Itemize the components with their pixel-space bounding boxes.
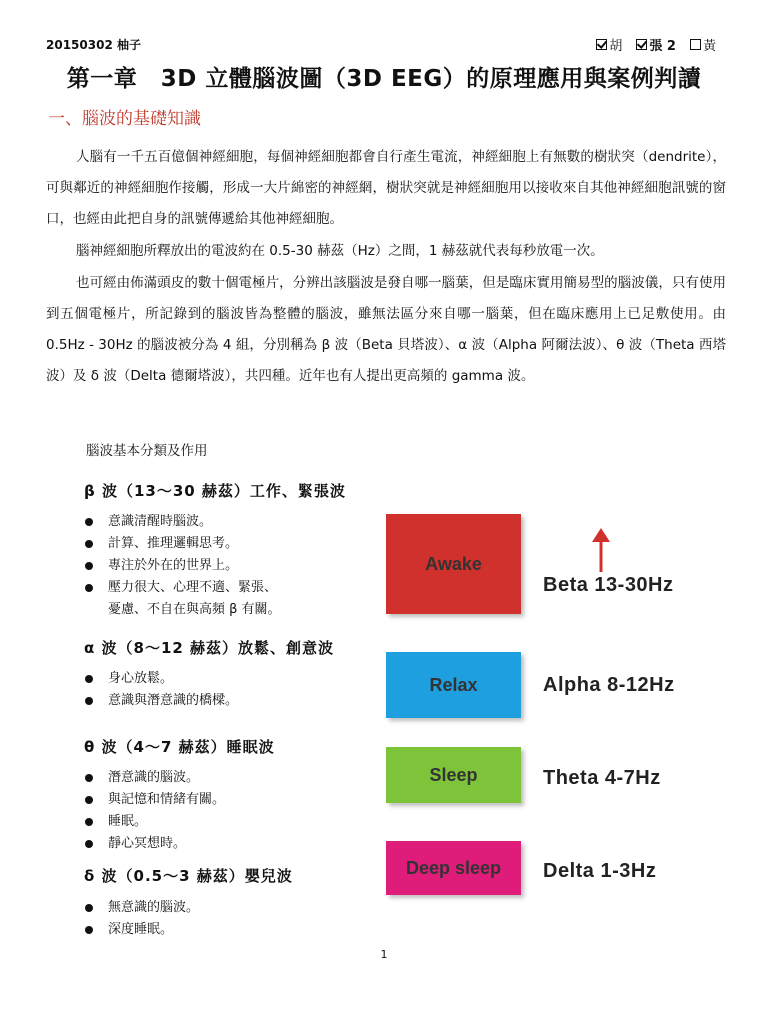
check-label: 胡 bbox=[609, 39, 623, 54]
list-item: 與記憶和情緒有關。 bbox=[84, 789, 225, 811]
paragraph-neurons: 人腦有一千五百億個神經細胞，每個神經細胞都會自行產生電流，神經細胞上有無數的樹狀突（dendrite），可與鄰近的神經細胞作接觸，形成一大片綿密的神經網，樹狀突就是神經細胞用以接收來自其他神經細胞訊號的窗口，也經由此把自身的訊號傳遞給其他神經細胞。 bbox=[46, 149, 726, 227]
page-number: 1 bbox=[380, 948, 388, 961]
list-item: 無意識的腦波。 bbox=[84, 897, 199, 919]
check-item-zhang[interactable] bbox=[636, 35, 676, 54]
theta-frequency-label: Theta 4-7Hz bbox=[543, 767, 661, 789]
check-item-huang[interactable] bbox=[690, 35, 716, 54]
list-item: 意識與潛意識的橋樑。 bbox=[84, 690, 238, 712]
list-item: 意識清醒時腦波。 bbox=[84, 511, 281, 533]
beta-frequency-label: Beta 13-30Hz bbox=[543, 574, 674, 596]
card-label: Relax bbox=[429, 674, 478, 695]
checked-box-icon bbox=[636, 39, 647, 50]
list-item: 深度睡眠。 bbox=[84, 919, 199, 941]
list-item: 潛意識的腦波。 bbox=[84, 767, 225, 789]
theta-wave-heading: θ 波（4～7 赫茲）睡眠波 bbox=[84, 738, 275, 756]
paragraph-electrodes: 也可經由佈滿頭皮的數十個電極片，分辨出該腦波是發自哪一腦葉，但是臨床實用簡易型的腦波儀，只有使用到五個電極片，所記錄到的腦波皆為整體的腦波，雖無法區分來自哪一腦葉，但在臨床應用上已足敷使用。由 0.5Hz - 30Hz 的腦波被分為 4 組，分別稱為 β 波（Beta 貝塔波）、α 波（Alpha 阿爾法波）、θ 波（Theta 西塔波）及 δ 波（Delta 德爾塔波），共四種。近年也有人提出更高頻的 gamma 波。 bbox=[46, 275, 726, 384]
card-label: Awake bbox=[425, 553, 482, 574]
relax-card bbox=[386, 652, 521, 718]
check-label: 黃 bbox=[702, 39, 716, 54]
beta-bullet-list bbox=[84, 511, 281, 621]
awake-card bbox=[386, 514, 521, 614]
list-item: 身心放鬆。 bbox=[84, 668, 238, 690]
list-item: 靜心冥想時。 bbox=[84, 833, 225, 855]
sleep-card bbox=[386, 747, 521, 803]
delta-bullet-list bbox=[84, 897, 199, 941]
page-title: 第一章 3D 立體腦波圖（3D EEG）的原理應用與案例判讀 bbox=[66, 66, 702, 92]
up-arrow-icon bbox=[592, 528, 610, 572]
beta-wave-heading: β 波（13～30 赫茲）工作、緊張波 bbox=[84, 482, 346, 500]
card-label: Deep sleep bbox=[405, 857, 502, 878]
reviewer-checkboxes bbox=[596, 35, 716, 54]
list-item-continued: 憂慮、不自在與高頻 β 有關。 bbox=[108, 602, 281, 617]
document-meta: 20150302 柚子 bbox=[46, 38, 141, 52]
list-item: 專注於外在的世界上。 bbox=[84, 555, 281, 577]
list-item: 睡眠。 bbox=[84, 811, 225, 833]
empty-box-icon bbox=[690, 39, 701, 50]
section-title: 一、腦波的基礎知識 bbox=[48, 109, 201, 129]
paragraph-frequency: 腦神經細胞所釋放出的電波約在 0.5-30 赫茲（Hz）之間，1 赫茲就代表每秒放電一次。 bbox=[76, 243, 604, 259]
classification-subheading: 腦波基本分類及作用 bbox=[86, 443, 208, 459]
theta-bullet-list bbox=[84, 767, 225, 855]
list-item: 壓力很大、心理不適、緊張、 bbox=[84, 577, 281, 599]
delta-wave-heading: δ 波（0.5～3 赫茲）嬰兒波 bbox=[84, 867, 293, 885]
check-item-hu[interactable] bbox=[596, 35, 622, 54]
alpha-bullet-list bbox=[84, 668, 238, 712]
delta-frequency-label: Delta 1-3Hz bbox=[543, 860, 657, 882]
alpha-wave-heading: α 波（8～12 赫茲）放鬆、創意波 bbox=[84, 639, 335, 657]
list-item: 計算、推理邏輯思考。 bbox=[84, 533, 281, 555]
card-label: Sleep bbox=[429, 764, 478, 785]
check-label: 張 2 bbox=[649, 39, 676, 54]
checked-box-icon bbox=[596, 39, 607, 50]
deep-sleep-card bbox=[386, 841, 521, 895]
alpha-frequency-label: Alpha 8-12Hz bbox=[543, 674, 675, 696]
